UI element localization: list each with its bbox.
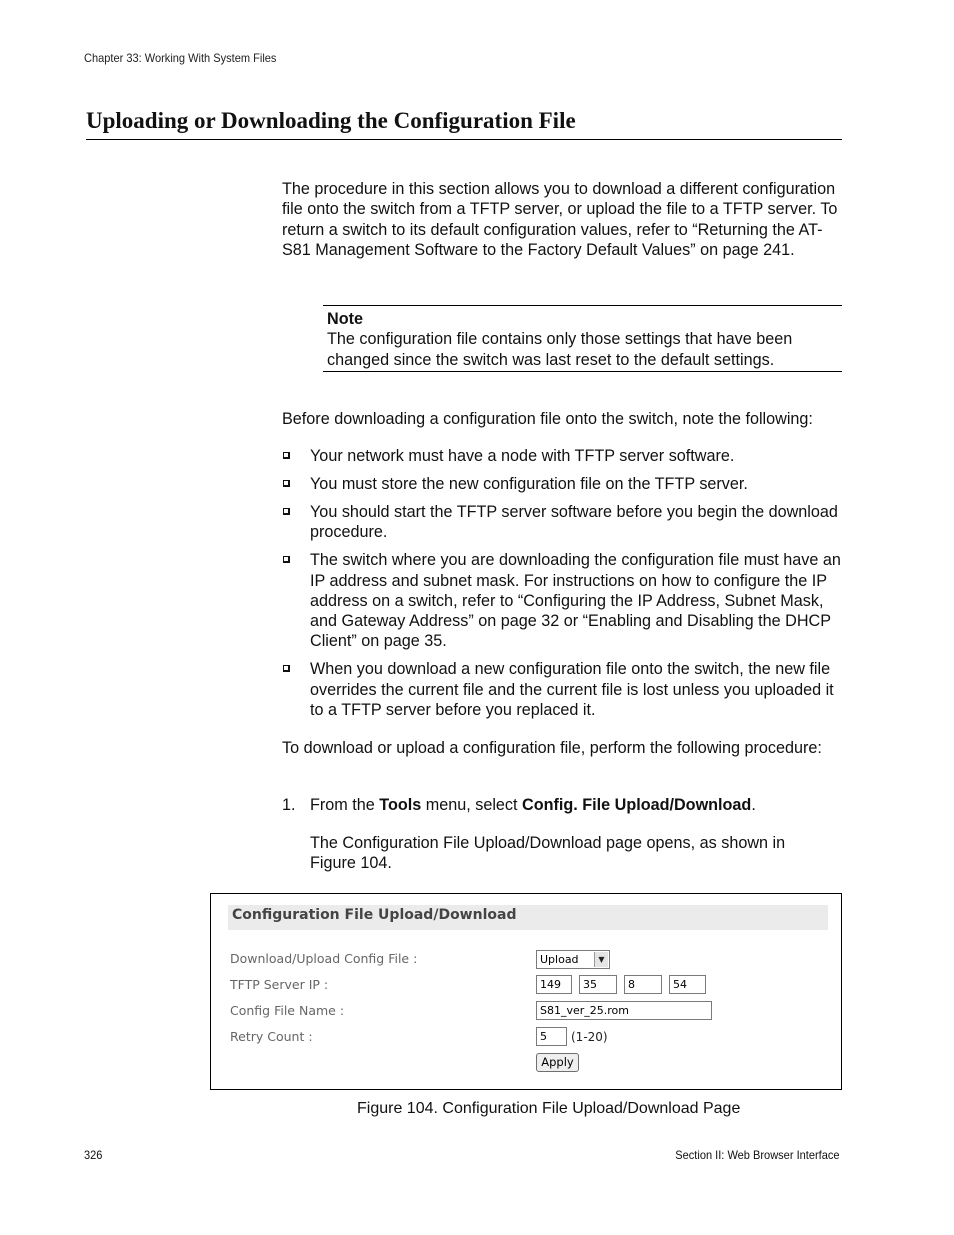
tftp-ip-octet-2[interactable]: 35 (579, 975, 617, 994)
list-item: Your network must have a node with TFTP server software. (282, 446, 844, 466)
procedure-intro: To download or upload a configuration file, perform the following procedure: (282, 739, 822, 757)
retry-count-hint: (1-20) (571, 1030, 608, 1044)
note-title: Note (327, 310, 363, 328)
note-box (323, 305, 842, 372)
tftp-ip-octet-3[interactable]: 8 (624, 975, 662, 994)
chevron-down-icon: ▼ (594, 952, 608, 967)
tftp-server-ip-label: TFTP Server IP : (230, 977, 329, 992)
step-text: From the Tools menu, select Config. File Upload/Download. (310, 796, 756, 814)
before-paragraph: Before downloading a configuration file onto the switch, note the following: (282, 410, 813, 428)
section-title: Uploading or Downloading the Configuration File (86, 108, 842, 140)
list-item: The switch where you are downloading the configuration file must have an IP address and subnet mask. For instructions on how to configure the IP address on a switch, refer to “Configuring the IP Address, Subnet Mask, and Gateway Address” on page 32 or “Enabling and Disabling the DHCP Client” on page 35. (282, 550, 844, 651)
running-header: Chapter 33: Working With System Files (84, 51, 277, 65)
form-header (228, 905, 828, 930)
prerequisite-list (282, 446, 844, 728)
list-item: You must store the new configuration file on the TFTP server. (282, 474, 844, 494)
list-item: When you download a new configuration file onto the switch, the new file overrides the current file and the current file is lost unless you uploaded it to a TFTP server before you replaced it. (282, 659, 844, 720)
checkbox-bullet-icon (283, 508, 290, 515)
config-file-name-label: Config File Name : (230, 1003, 345, 1018)
step-number: 1. (282, 796, 296, 814)
intro-paragraph: The procedure in this section allows you to download a different configuration file onto the switch from a TFTP server, or upload the file to a TFTP server. To return a switch to its default configuration values, refer to “Returning the AT-S81 Management Software to the Factory Default Values” on page 241. (282, 180, 838, 259)
config-file-name-input[interactable]: S81_ver_25.rom (536, 1001, 712, 1020)
checkbox-bullet-icon (283, 480, 290, 487)
checkbox-bullet-icon (283, 556, 290, 563)
retry-count-label: Retry Count : (230, 1029, 313, 1044)
form-title: Configuration File Upload/Download (232, 907, 517, 923)
tftp-ip-octet-1[interactable]: 149 (536, 975, 572, 994)
figure-screenshot (210, 893, 842, 1090)
list-item: You should start the TFTP server software before you begin the download procedure. (282, 502, 844, 543)
footer-section: Section II: Web Browser Interface (675, 1148, 840, 1162)
checkbox-bullet-icon (283, 452, 290, 459)
figure-caption: Figure 104. Configuration File Upload/Download Page (357, 1100, 741, 1117)
checkbox-bullet-icon (283, 665, 290, 672)
apply-button[interactable]: Apply (536, 1053, 579, 1072)
retry-count-input[interactable]: 5 (536, 1027, 567, 1046)
tftp-ip-octet-4[interactable]: 54 (669, 975, 706, 994)
menu-item-name: Config. File Upload/Download (522, 796, 752, 814)
download-upload-label: Download/Upload Config File : (230, 951, 418, 966)
menu-name: Tools (379, 796, 422, 814)
step-result: The Configuration File Upload/Download page opens, as shown in Figure 104. (310, 834, 786, 873)
page-number: 326 (84, 1148, 103, 1162)
download-upload-select[interactable]: Upload ▼ (536, 950, 610, 969)
note-text: The configuration file contains only those settings that have been changed since the switch was last reset to the default settings. (327, 330, 793, 369)
